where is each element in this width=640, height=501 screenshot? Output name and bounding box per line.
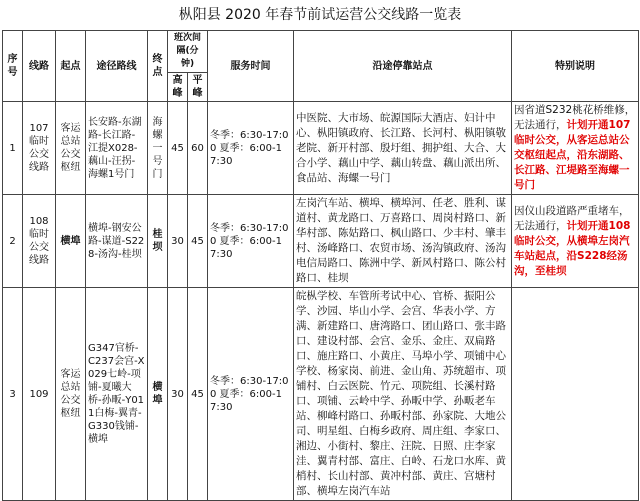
cell-end: 海螺一号门 <box>148 102 168 195</box>
note-highlight: 计划开通107临时公交，从客运总站公交枢纽起点，沿东湖路、长江路、江堤路至海螺一号门 <box>514 119 631 191</box>
header-stops: 沿途停靠站点 <box>294 31 512 102</box>
table-row <box>3 102 639 195</box>
cell-route: G347官桥-C237会宫-X029七岭-项铺-夏曦大桥-孙畈-Y011白梅-翼青-G330钱铺-横埠 <box>86 288 148 501</box>
header-line: 线路 <box>23 31 56 102</box>
note-text: 因省道S232桃花桥维修，无法通行， <box>514 104 636 131</box>
cell-seq: 1 <box>3 102 23 195</box>
note-text: 因仪山段道路严重堵车，无法通行， <box>514 204 630 232</box>
bus-route-table <box>2 30 639 501</box>
cell-service: 冬季：6:30-17:00 夏季：6:00-17:30 <box>208 102 294 195</box>
cell-note <box>512 288 639 501</box>
cell-route: 横埠-钢安公路-谋道-S228-汤沟-桂坝 <box>86 195 148 288</box>
header-flat: 平峰 <box>188 73 208 102</box>
cell-start: 客运总站公交枢纽 <box>56 102 86 195</box>
note-highlight: 计划开通108临时公交，从横埠左岗汽车站起点，沿S228经汤沟，至桂坝 <box>514 219 631 277</box>
cell-start: 客运总站公交枢纽 <box>56 288 86 501</box>
header-notes: 特别说明 <box>512 31 639 102</box>
cell-end: 横埠 <box>148 288 168 501</box>
header-start: 起点 <box>56 31 86 102</box>
cell-route: 长安路-东湖路-长江路-江提X028-藕山-汪拐-海螺1号门 <box>86 102 148 195</box>
cell-seq: 3 <box>3 288 23 501</box>
header-service: 服务时间 <box>208 31 294 102</box>
header-seq: 序号 <box>3 31 23 102</box>
cell-service: 冬季：6:30-17:00 夏季：6:00-17:30 <box>208 195 294 288</box>
header-route: 途径路线 <box>86 31 148 102</box>
table-row <box>3 288 639 501</box>
cell-line: 107临时公交线路 <box>23 102 56 195</box>
cell-flat: 60 <box>188 102 208 195</box>
cell-stops: 左岗汽车站、横埠、横埠河、任老、胜利、谋道村、黄龙路口、万喜路口、周岗村路口、新华村部、陈姑路口、枫山路口、少丰村、肇丰村、汤峰路口、农贸市场、汤沟镇政府、汤沟电信局路口、陈洲中学、新风村路口、陈公村路口、桂坝 <box>294 195 512 288</box>
header-interval: 班次间隔(分钟) <box>168 31 208 73</box>
table-header-row <box>3 31 639 73</box>
page-title: 枞阳县 2020 年春节前试运营公交线路一览表 <box>178 7 462 23</box>
header-peak: 高峰 <box>168 73 188 102</box>
cell-end: 桂坝 <box>148 195 168 288</box>
cell-flat: 45 <box>188 288 208 501</box>
cell-note <box>512 102 639 195</box>
header-end: 终点 <box>148 31 168 102</box>
cell-line: 108临时公交线路 <box>23 195 56 288</box>
cell-line: 109 <box>23 288 56 501</box>
cell-service: 冬季：6:30-17:00 夏季：6:00-17:30 <box>208 288 294 501</box>
cell-peak: 30 <box>168 195 188 288</box>
cell-seq: 2 <box>3 195 23 288</box>
cell-peak: 45 <box>168 102 188 195</box>
cell-stops: 皖枞学校、车管所考试中心、官桥、振阳公学、沙园、毕山小学、会宫、华表小学、方满、新建路口、唐湾路口、团山路口、张丰路口、建设村部、会宫、金乐、金庄、双扁路口、施庄路口、小黄庄、马埠小学、项铺中心学校、杨家岗、前进、金山角、苏统超市、项铺村、白云医院、竹元、项院组、长溪村路口、项铺、云岭中学、孙畈中学、孙畈老车站、柳峰村路口、孙畈村部、孙家院、大地公司、明星组、白梅乡政府、周庄组、李家口、湘边、小街村、黎庄、汪院、日照、庄李家洼、翼青村部、富庄、白岭、石龙口水库、黄梢村、长山村部、黄冲村部、黄庄、宫塘村部、横埠左岗汽车站 <box>294 288 512 501</box>
cell-flat: 45 <box>188 195 208 288</box>
cell-peak: 30 <box>168 288 188 501</box>
cell-start: 横埠 <box>56 195 86 288</box>
cell-stops: 中医院、大市场、皖源国际大酒店、妇计中心、枞阳镇政府、长江路、长河村、枞阳镇敬老院、新开村部、殷圩组、拥护组、大合、大合小学、藕山中学、藕山转盘、藕山派出所、食品站、海螺一号门 <box>294 102 512 195</box>
table-row <box>3 195 639 288</box>
cell-note <box>512 195 639 288</box>
